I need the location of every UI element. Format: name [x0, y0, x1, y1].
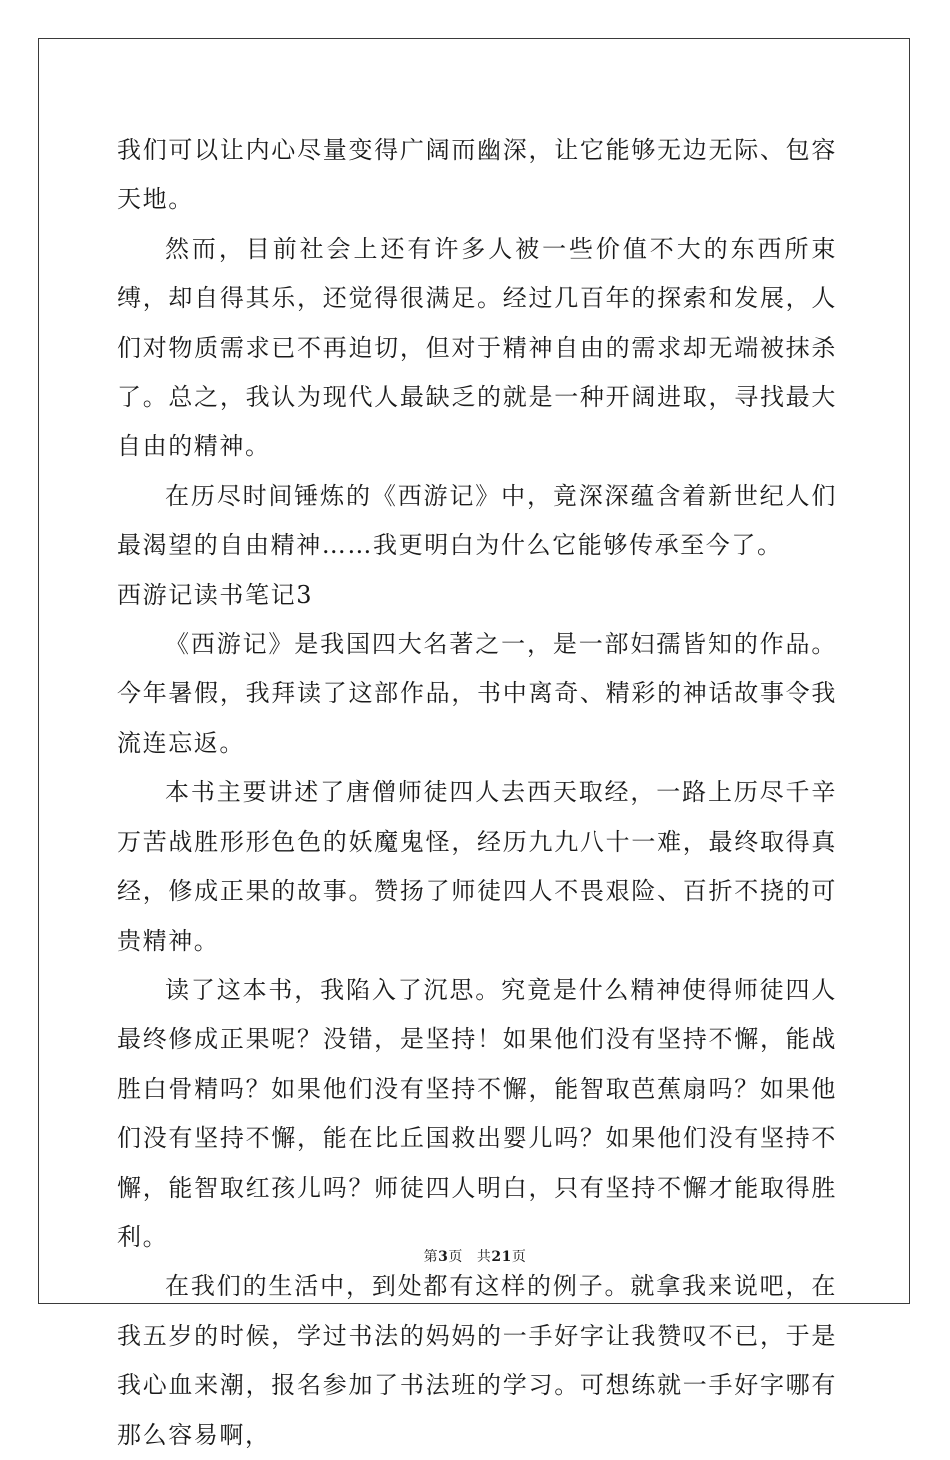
- paragraph-1: 我们可以让内心尽量变得广阔而幽深，让它能够无边无际、包容天地。: [117, 136, 837, 214]
- section-paragraph-2: 本书主要讲述了唐僧师徒四人去西天取经，一路上历尽千辛万苦战胜形形色色的妖魔鬼怪，经历九九八十一难，最终取得真经，修成正果的故事。赞扬了师徒四人不畏艰险、百折不挠的可贵精神。: [117, 778, 837, 955]
- paragraph-3: 在历尽时间锤炼的《西游记》中，竟深深蕴含着新世纪人们最渴望的自由精神……我更明白为什么它能够传承至今了。: [117, 481, 837, 560]
- page-number: 3: [438, 1249, 449, 1265]
- section-heading: 西游记读书笔记3: [117, 580, 314, 609]
- page-suffix: 页: [448, 1249, 463, 1265]
- total-pages: 21: [491, 1249, 512, 1265]
- total-prefix: 共: [476, 1249, 492, 1265]
- total-suffix: 页: [511, 1249, 527, 1265]
- section-paragraph-4: 在我们的生活中，到处都有这样的例子。就拿我来说吧，在我五岁的时候，学过书法的妈妈的一手好字让我赞叹不已，于是我心血来潮，报名参加了书法班的学习。可想练就一手好字哪有那么容易啊，: [117, 1272, 837, 1449]
- section-paragraph-1: 《西游记》是我国四大名著之一，是一部妇孺皆知的作品。今年暑假，我拜读了这部作品，书中离奇、精彩的神话故事令我流连忘返。: [117, 630, 837, 757]
- paragraph-2: 然而，目前社会上还有许多人被一些价值不大的东西所束缚，却自得其乐，还觉得很满足。经过几百年的探索和发展，人们对物质需求已不再迫切，但对于精神自由的需求却无端被抹杀了。总之，我认为现代人最缺乏的就是一种开阔进取，寻找最大自由的精神。: [117, 234, 837, 461]
- section-paragraph-3: 读了这本书，我陷入了沉思。究竟是什么精神使得师徒四人最终修成正果呢？没错，是坚持！如果他们没有坚持不懈，能战胜白骨精吗？如果他们没有坚持不懈，能智取芭蕉扇吗？如果他们没有坚持不懈，能在比丘国救出婴儿吗？如果他们没有坚持不懈，能智取红孩儿吗？师徒四人明白，只有坚持不懈才能取得胜利。: [117, 975, 837, 1251]
- page-footer: [0, 1246, 950, 1266]
- page-prefix: 第: [423, 1249, 439, 1265]
